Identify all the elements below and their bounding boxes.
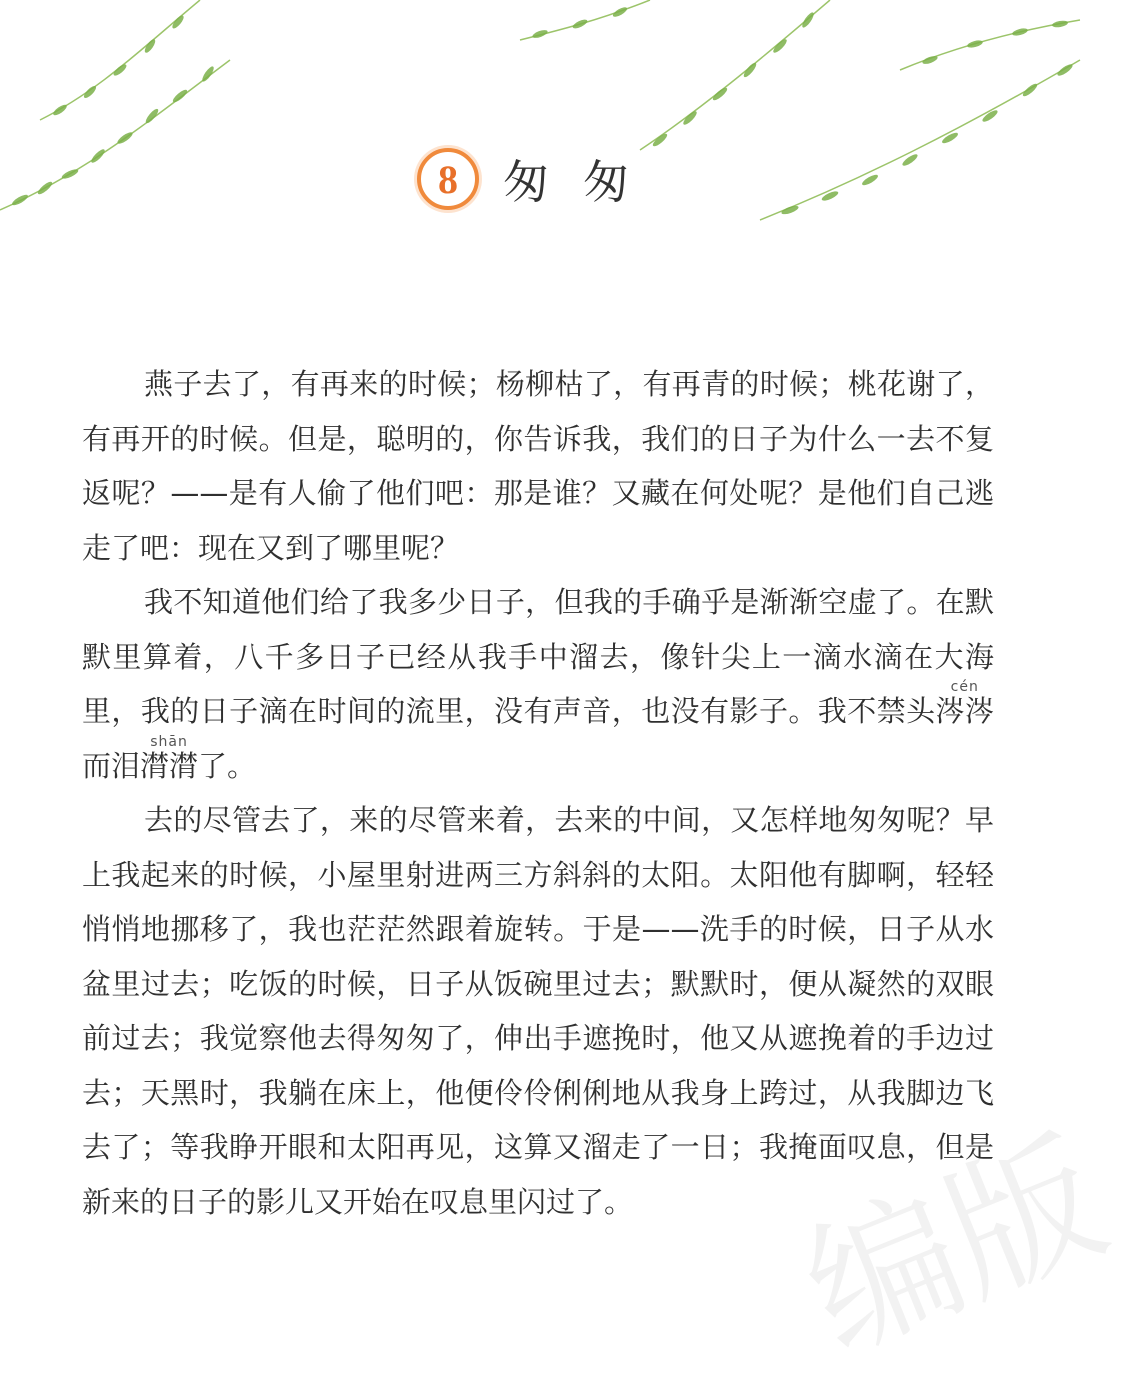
ruby-shanshan-base: 潸潸 — [140, 748, 199, 783]
lesson-number-badge: 8 — [417, 148, 479, 210]
paragraph-2-text-end: 了。 — [198, 748, 257, 783]
article-body — [82, 357, 994, 1229]
paragraph-2 — [82, 575, 994, 793]
paragraph-2-text-mid: 而泪 — [82, 748, 141, 783]
ruby-cencen-pinyin: cén — [935, 679, 994, 695]
paragraph-1: 燕子去了，有再来的时候；杨柳枯了，有再青的时候；桃花谢了，有再开的时候。但是，聪明的，你告诉我，我们的日子为什么一去不复返呢？——是有人偷了他们吧：那是谁？又藏在何处呢？是他们自己逃走了吧：现在又到了哪里呢？ — [82, 367, 994, 565]
lesson-title: 匆匆 — [503, 155, 663, 209]
watermark: 编版 — [783, 1110, 1127, 1384]
lesson-header — [0, 146, 1080, 212]
paragraph-3: 去的尽管去了，来的尽管来着，去来的中间，又怎样地匆匆呢？早上我起来的时候，小屋里射进两三方斜斜的太阳。太阳他有脚啊，轻轻悄悄地挪移了，我也茫茫然跟着旋转。于是——洗手的时候，日子从水盆里过去；吃饭的时候，日子从饭碗里过去；默默时，便从凝然的双眼前过去；我觉察他去得匆匆了，伸出手遮挽时，他又从遮挽着的手边过去；天黑时，我躺在床上，他便伶伶俐俐地从我身上跨过，从我脚边飞去了；等我睁开眼和太阳再见，这算又溜走了一日；我掩面叹息，但是新来的日子的影儿又开始在叹息里闪过了。 — [82, 803, 994, 1219]
paragraph-2-text-a: 我不知道他们给了我多少日子，但我的手确乎是渐渐空虚了。在默默里算着，八千多日子已经从我手中溜去，像针尖上一滴水滴在大海里，我的日子滴在时间的流里，没有声音，也没有影子。我不禁头 — [82, 585, 994, 728]
ruby-shanshan-pinyin: shān — [140, 733, 199, 750]
ruby-cencen — [935, 679, 994, 728]
ruby-cencen-base: 涔涔 — [935, 694, 994, 728]
ruby-shanshan — [140, 733, 199, 783]
